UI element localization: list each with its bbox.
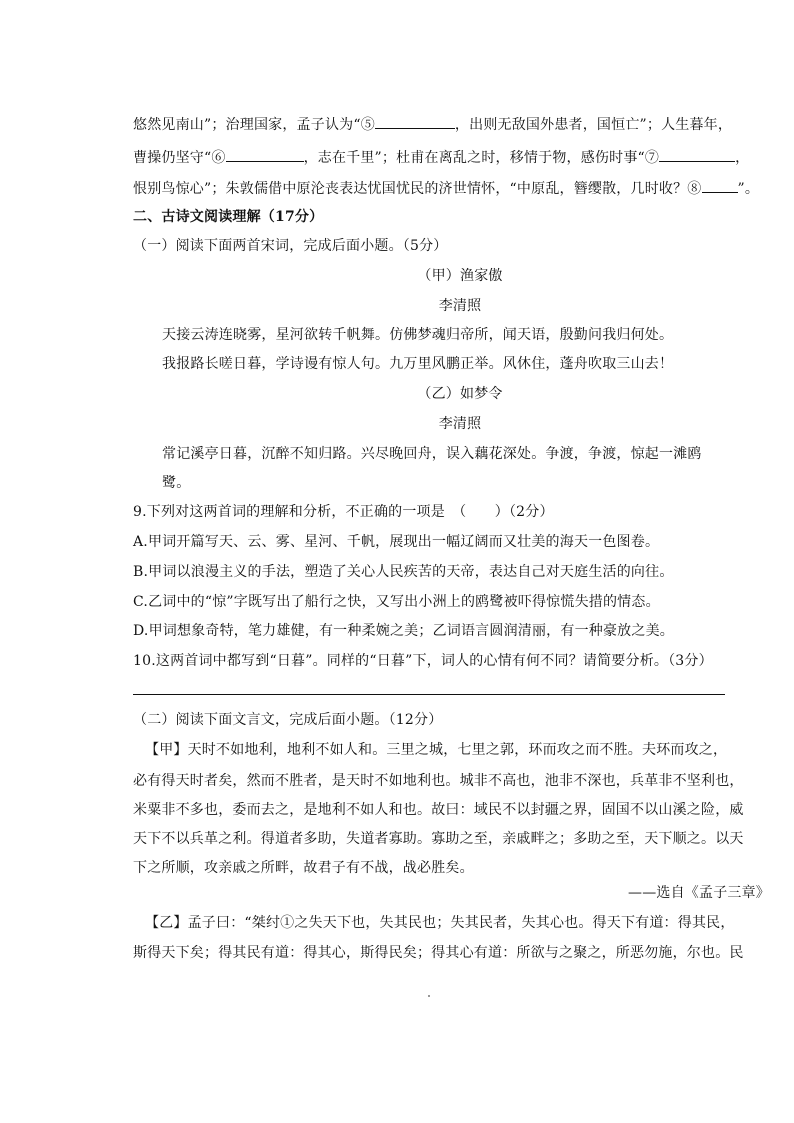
text-a-line: 米粟非不多也，委而去之，是地利不如人和也。故曰：域民不以封疆之界，固国不以山溪之险，威 — [133, 802, 744, 818]
part1-intro: （一）阅读下面两首宋词，完成后面小题。（5分） — [133, 238, 448, 254]
poem-a-line: 我报路长嗟日暮，学诗谩有惊人句。九万里风鹏正举。风休住，蓬舟吹取三山去！ — [162, 356, 674, 372]
verse-text: 恨别鸟惊心”；朱敦儒借中原沦丧表达忧国忧民的济世情怀，“中原乱，簪缨散，几时收？⑧ — [133, 181, 702, 197]
verse-line-1 — [133, 116, 783, 134]
text-b-line: 【乙】孟子曰：“桀纣①之失天下也，失其民也；失其民者，失其心也。得天下有道：得其民， — [145, 915, 735, 931]
verse-text: ，志在千里”；杜甫在离乱之时，移情于物，感伤时事“⑦ — [303, 150, 660, 166]
section-heading: 二、古诗文阅读理解（17分） — [133, 209, 324, 225]
verse-line-2 — [133, 149, 783, 167]
poem-a-line: 天接云涛连晓雾，星河欲转千帆舞。仿佛梦魂归帝所，闻天语，殷勤问我归何处。 — [162, 327, 674, 343]
answer-blank-6[interactable] — [226, 149, 304, 162]
poem-a-title: （甲）渔家傲 — [417, 268, 503, 284]
verse-line-3 — [133, 180, 783, 198]
poem-a-author: 李清照 — [438, 298, 482, 314]
answer-blank-7[interactable] — [659, 149, 735, 162]
poem-b-author: 李清照 — [438, 416, 482, 432]
verse-text: ”。 — [737, 181, 760, 197]
poem-b-line: 常记溪亭日暮，沉醉不知归路。兴尽晚回舟，误入藕花深处。争渡，争渡，惊起一滩鸥 — [162, 446, 702, 462]
question-9-option-a: A.甲词开篇写天、云、雾、星河、千帆，展现出一幅辽阔而又壮美的海天一色图卷。 — [133, 534, 660, 550]
answer-blank-5[interactable] — [375, 116, 455, 129]
poem-b-title: （乙）如梦令 — [417, 386, 503, 402]
poem-b-line: 鹭。 — [162, 475, 191, 491]
text-a-source: ——选自《孟子三章》 — [628, 885, 770, 901]
question-10-stem: 10.这两首词中都写到“日暮”。同样的“日暮”下，词人的心情有何不同？请简要分析。（3分） — [133, 653, 713, 669]
text-b-line: 斯得天下矣；得其民有道：得其心，斯得民矣；得其心有道：所欲与之聚之，所恶勿施，尔也。民 — [133, 945, 744, 961]
verse-text: ，出则无敌国外患者，国恒亡”；人生暮年， — [454, 117, 733, 133]
answer-line[interactable] — [133, 694, 725, 695]
part2-intro: （二）阅读下面文言文，完成后面小题。（12分） — [133, 712, 443, 728]
text-a-line: 必有得天时者矣，然而不胜者，是天时不如地利也。城非不高也，池非不深也，兵革非不坚利也， — [133, 773, 744, 789]
text-a-line: 天下不以兵革之利。得道者多助，失道者寡助。寡助之至，亲戚畔之；多助之至，天下顺之。以天 — [133, 831, 744, 847]
text-a-line: 下之所顺，攻亲戚之所畔，故君子有不战，战必胜矣。 — [133, 860, 474, 876]
question-9-stem: 9.下列对这两首词的理解和分析，不正确的一项是 （ ）（2分） — [133, 504, 554, 520]
text-a-line: 【甲】天时不如地利，地利不如人和。三里之城，七里之郭，环而攻之而不胜。夫环而攻之， — [145, 742, 728, 758]
scan-speck — [428, 995, 430, 997]
verse-text: ， — [735, 150, 750, 166]
question-9-option-d: D.甲词想象奇特，笔力雄健，有一种柔婉之美；乙词语言圆润清丽，有一种豪放之美。 — [133, 623, 674, 639]
verse-text: 曹操仍坚守“⑥ — [133, 150, 226, 166]
question-9-option-b: B.甲词以浪漫主义的手法，塑造了关心人民疾苦的天帝，表达自己对天庭生活的向往。 — [133, 564, 674, 580]
verse-text: 悠然见南山”；治理国家，孟子认为“⑤ — [133, 117, 375, 133]
answer-blank-8[interactable] — [702, 180, 738, 193]
question-9-option-c: C.乙词中的“惊”字既写出了船行之快，又写出小洲上的鸥鹭被吓得惊慌失措的情态。 — [133, 594, 660, 610]
